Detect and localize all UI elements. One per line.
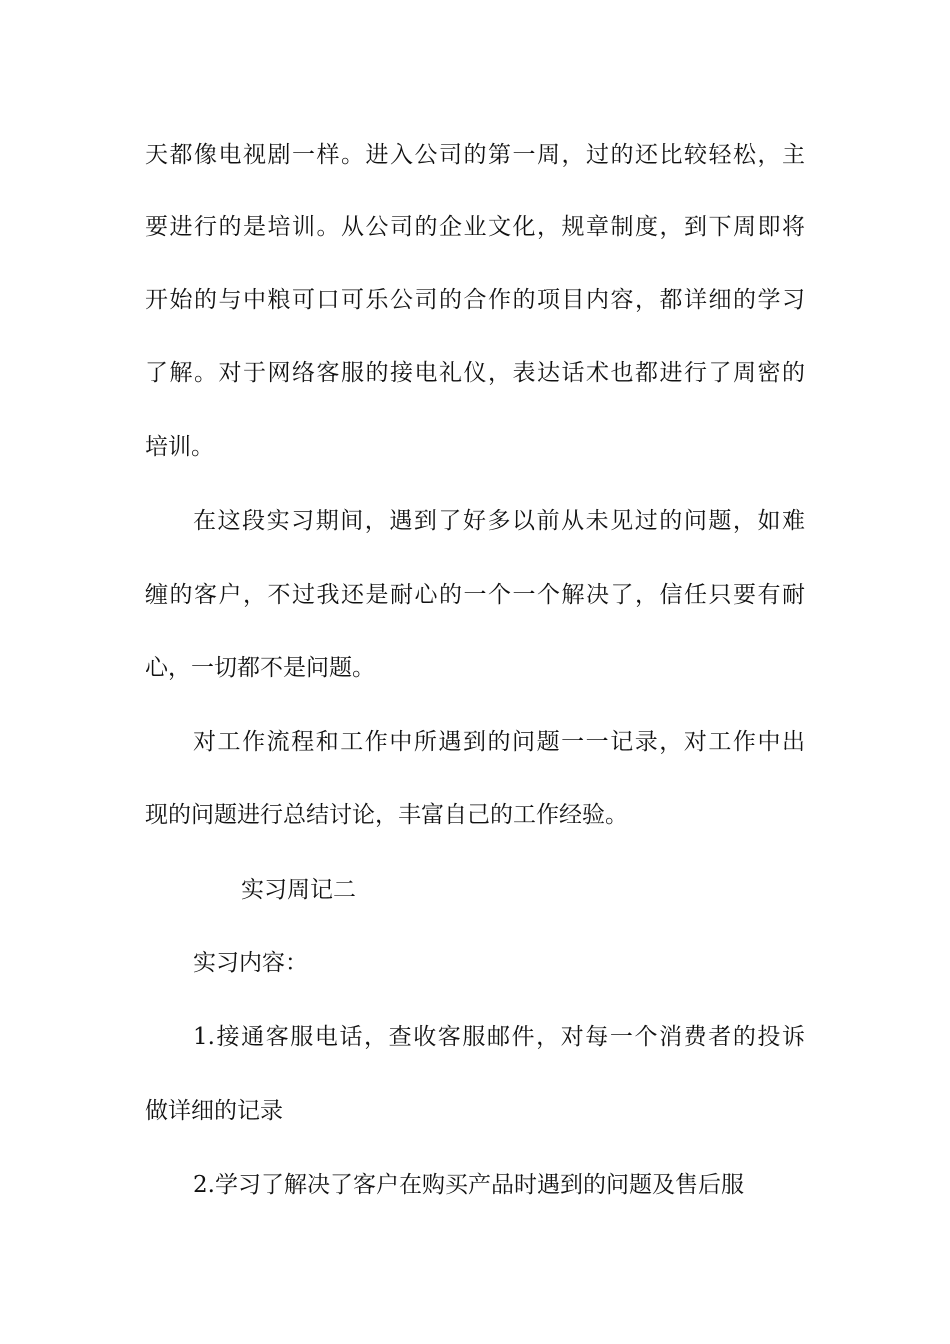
list-item-line: 2.学习了解决了客户在购买产品时遇到的问题及售后服 — [193, 1172, 744, 1198]
paragraph-line: 现的问题进行总结讨论，丰富自己的工作经验。 — [145, 802, 628, 828]
paragraph-line: 开始的与中粮可口可乐公司的合作的项目内容，都详细的学习 — [145, 287, 805, 313]
paragraph-line: 对工作流程和工作中所遇到的问题一一记录，对工作中出 — [193, 729, 805, 755]
paragraph-line: 实习内容： — [193, 950, 308, 976]
paragraph-line: 在这段实习期间，遇到了好多以前从未见过的问题，如难 — [193, 508, 805, 534]
paragraph-line: 培训。 — [145, 434, 214, 460]
paragraph-line: 了解。对于网络客服的接电礼仪，表达话术也都进行了周密的 — [145, 360, 805, 386]
paragraph-line: 心，一切都不是问题。 — [145, 655, 375, 681]
paragraph-line: 缠的客户，不过我还是耐心的一个一个解决了，信任只要有耐 — [145, 582, 805, 608]
paragraph-line: 要进行的是培训。从公司的企业文化，规章制度，到下周即将 — [145, 214, 805, 240]
paragraph-line: 天都像电视剧一样。进入公司的第一周，过的还比较轻松，主 — [145, 142, 805, 168]
list-item-line: 1.接通客服电话，查收客服邮件，对每一个消费者的投诉 — [193, 1024, 805, 1050]
section-heading: 实习周记二 — [241, 877, 356, 903]
list-item-line: 做详细的记录 — [145, 1098, 283, 1124]
